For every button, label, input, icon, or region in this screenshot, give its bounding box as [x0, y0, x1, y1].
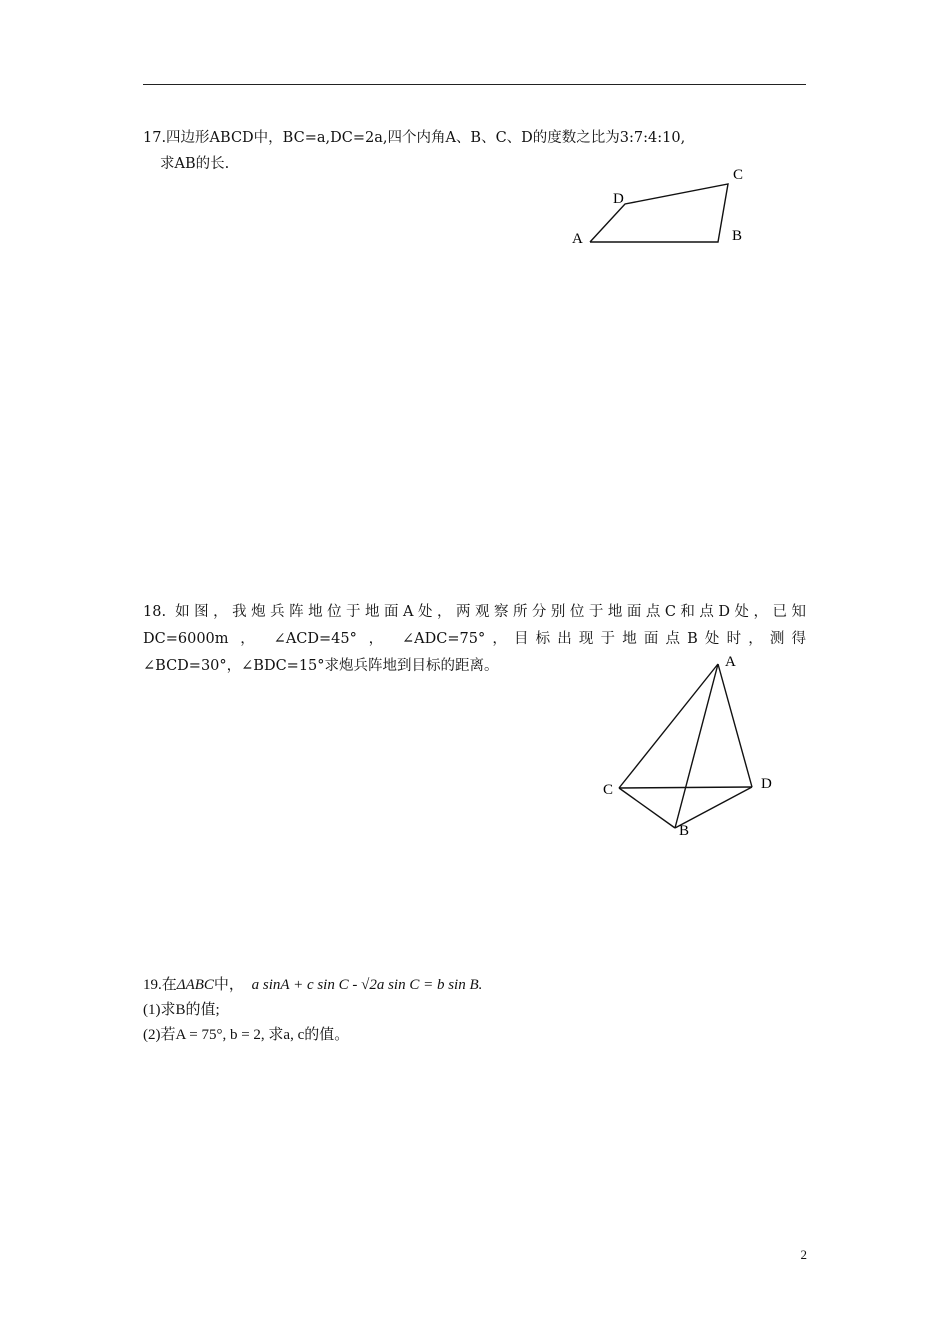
q19-line2: (1)求B的值; — [143, 1002, 220, 1018]
q19-mid: 中， — [213, 977, 244, 993]
label-b: B — [732, 228, 743, 244]
label-d: D — [613, 191, 624, 207]
label-c: C — [733, 167, 744, 183]
q19-line3: (2)若A = 75°, b = 2, 求a, c的值。 — [143, 1027, 350, 1043]
page-number: 2 — [800, 1247, 807, 1262]
figure-lines — [619, 664, 752, 828]
label-a: A — [725, 654, 736, 670]
q18-line2: DC=6000m ， ∠ACD=45° ， ∠ADC=75°，目标出现于地面点B处时，测得 — [143, 631, 806, 647]
label-d: D — [761, 776, 772, 792]
q17-line2: 求AB的长. — [160, 156, 230, 172]
q18-line3: ∠BCD=30°，∠BDC=15°求炮兵阵地到目标的距离。 — [143, 658, 499, 674]
q17-line1: 17.四边形ABCD中，BC=a,DC=2a,四个内角A、B、C、D的度数之比为3:7:4:10, — [143, 130, 686, 146]
q18-tetrahedron-figure — [595, 650, 785, 840]
header-rule — [143, 84, 806, 85]
label-b: B — [679, 823, 690, 839]
q19-triangle: ΔABC — [176, 977, 214, 993]
q19-line1 — [143, 975, 482, 996]
q17-quadrilateral-figure — [560, 160, 760, 260]
q19-equation: a sinA + c sin C - √2a sin C = b sin B. — [251, 977, 483, 993]
label-a: A — [572, 231, 583, 247]
label-c: C — [603, 782, 614, 798]
q18-line1: 18. 如图，我炮兵阵地位于地面A处，两观察所分别位于地面点C和点D处，已知 — [143, 604, 806, 620]
q19-prefix: 19.在 — [143, 977, 177, 993]
quadrilateral-abcd — [590, 184, 728, 242]
